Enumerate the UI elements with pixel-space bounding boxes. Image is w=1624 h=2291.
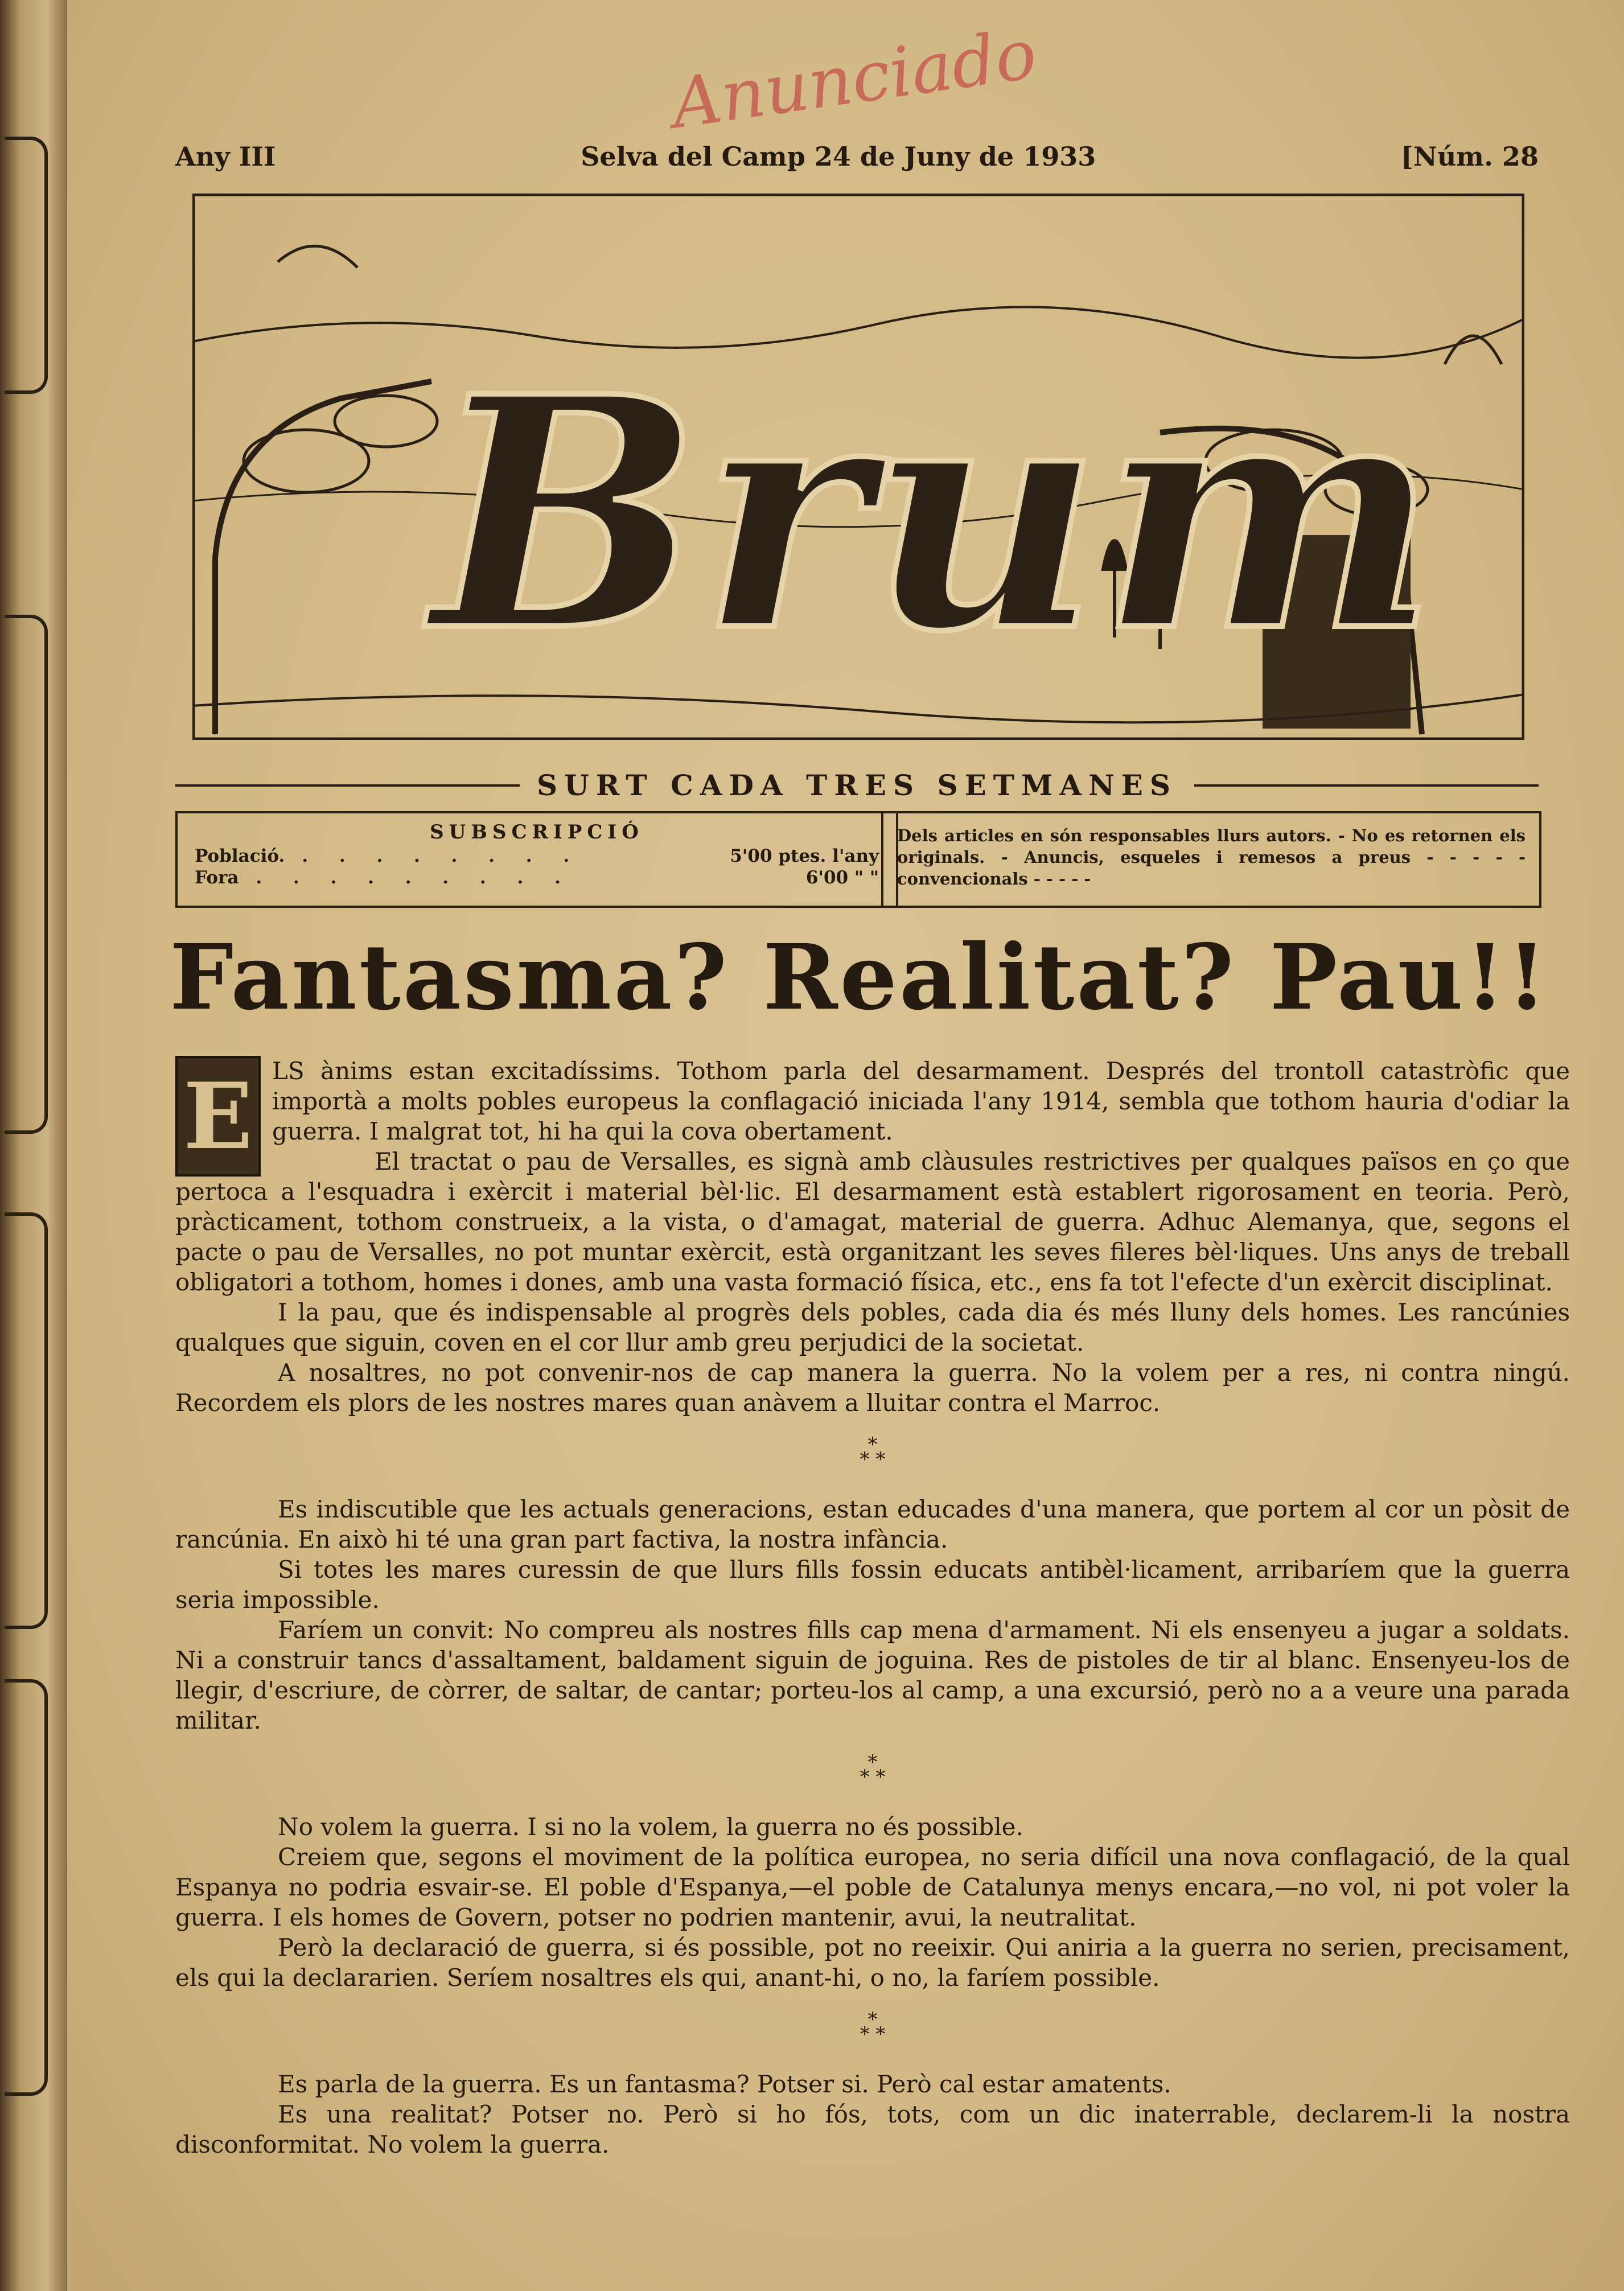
adjacent-page-edge	[0, 0, 67, 2291]
handwritten-stamp: Anunciado	[667, 14, 1042, 145]
ornamental-border	[5, 1212, 48, 1629]
section-separator	[175, 1433, 1570, 1471]
masthead-title: Brum	[431, 327, 1438, 702]
section-separator	[175, 2008, 1570, 2046]
issue-year: Any III	[175, 141, 276, 172]
asterism-star: *	[860, 2023, 870, 2046]
article-paragraph: Es indiscutible que les actuals generacions, estan educades d'una manera, que portem al cor un pòsit de rancúnia. En això hi té una gran part factiva, la nostra infància.	[175, 1495, 1570, 1553]
decorative-initial: E	[175, 1056, 261, 1177]
asterism-star: *	[875, 1766, 886, 1788]
masthead-illustration	[192, 194, 1524, 740]
ornamental-border	[5, 1679, 48, 2096]
asterism-row	[175, 2023, 1570, 2046]
rate-leader: . . . . . . . .	[302, 846, 582, 866]
article-paragraph: Faríem un convit: No compreu als nostres fills cap mena d'armament. Ni els ensenyeu a jugar a soldats. Ni a construir tancs d'assaltament, baldament siguin de joguina. Res de pistoles de tir al blanc. Ensenyeu-los de llegir, d'escriure, de còrrer, de saltar, de cantar; porteu-los al camp, a una excursió, però no a a veure una parada militar.	[175, 1616, 1570, 1734]
issue-number: [Núm. 28	[1401, 141, 1539, 172]
article-paragraph: Creiem que, segons el moviment de la política europea, no seria difícil una nova conflagació, de la qual Espanya no podria esvair-se. El poble d'Espanya,—el poble de Catalunya menys encara,—no vol, ni pot voler la guerra. I els homes de Govern, potser no podrien mantenir, avui, la neutralitat.	[175, 1843, 1570, 1931]
rate-label: Fora	[195, 867, 239, 888]
asterism-star: *	[875, 2023, 886, 2046]
asterism-star: *	[867, 2008, 878, 2031]
article-paragraph: Però la declaració de guerra, si és possible, pot no reeixir. Qui aniria a la guerra no serien, precisament, els qui la declararien. Seríem nosaltres els qui, anant-hi, o no, la faríem possible.	[175, 1934, 1570, 1992]
publication-frequency	[175, 768, 1539, 802]
subscription-title: SUBSCRIPCIÓ	[430, 821, 644, 844]
asterism-row	[175, 1448, 1570, 1471]
issue-dateline: Selva del Camp 24 de Juny de 1933	[581, 141, 1096, 172]
asterism-star: *	[860, 1766, 870, 1788]
divider	[175, 784, 520, 787]
ornamental-border	[5, 615, 48, 1134]
article-paragraph: No volem la guerra. I si no la volem, la guerra no és possible.	[278, 1813, 1023, 1841]
rate-label: Població.	[195, 846, 285, 866]
article-paragraph: LS ànims estan excitadíssims. Tothom parla del desarmament. Després del trontoll catastròfic que importà a molts pobles europeus la conflagació iniciada l'any 1914, sembla que tothom hauria d'odiar la guerra. I malgrat tot, hi ha qui la cova obertament.	[272, 1057, 1570, 1145]
landscape-arch-drawing	[192, 194, 1524, 740]
article-headline: Fantasma? Realitat? Pau!!	[170, 925, 1549, 1030]
asterism-star: *	[860, 1448, 870, 1471]
asterism-star: *	[867, 1751, 878, 1774]
asterism-row	[175, 1766, 1570, 1788]
newspaper-page	[67, 0, 1624, 2291]
asterism-star: *	[875, 1448, 886, 1471]
issue-header	[175, 141, 1539, 172]
article-paragraph: I la pau, que és indispensable al progrès dels pobles, cada dia és més lluny dels homes. Les rancúnies qualques que siguin, coven en el cor llur amb greu perjudici de la societat.	[175, 1298, 1570, 1356]
editorial-notice: Dels articles en són responsables llurs autors. - No es retornen els originals. - Anuncis, esqueles i remesos a preus - - - - - convencionals - - - - -	[881, 811, 1541, 908]
article-paragraph: A nosaltres, no pot convenir-nos de cap manera la guerra. No la volem per a res, ni contra ningú. Recordem els plors de les nostres mares quan anàvem a lluitar contra el Marroc.	[175, 1359, 1570, 1417]
rate-price: 5'00 ptes. l'any	[730, 846, 879, 866]
rate-price: 6'00 " "	[805, 867, 879, 888]
article-paragraph: Es una realitat? Potser no. Però si ho fós, tots, com un dic inaterrable, declarem-li la nostra disconformitat. No volem la guerra.	[175, 2100, 1570, 2158]
subscription-box	[175, 811, 898, 908]
frequency-label: SURT CADA TRES SETMANES	[536, 768, 1178, 802]
section-separator	[175, 1751, 1570, 1788]
article-paragraph: Si totes les mares curessin de que llurs fills fossin educats antibèl·licament, arribaríem que la guerra seria impossible.	[175, 1556, 1570, 1614]
subscription-rate	[195, 867, 879, 889]
rate-leader: . . . . . . . . .	[256, 867, 573, 888]
article-paragraph: Es parla de la guerra. Es un fantasma? Potser si. Però cal estar amatents.	[278, 2070, 1171, 2098]
article-paragraph: El tractat o pau de Versalles, es signà amb clàusules restrictives per qualques països en ço que pertoca a l'esquadra i exèrcit i material bèl·lic. El desarmament està establert rigorosament en teoria. Però, pràcticament, tothom construeix, a la vista, o d'amagat, material de guerra. Adhuc Alemanya, que, segons el pacte o pau de Versalles, no pot muntar exèrcit, està organitzant les seves fileres bèl·liques. Uns anys de treball obligatori a tothom, homes i dones, amb una vasta formació física, etc., ens fa tot l'efecte d'un exèrcit disciplinat.	[175, 1147, 1570, 1296]
article-body	[175, 1056, 1570, 2160]
ornamental-border	[5, 137, 48, 394]
subscription-rate	[195, 845, 879, 867]
asterism-star: *	[867, 1433, 878, 1456]
divider	[1194, 784, 1539, 787]
